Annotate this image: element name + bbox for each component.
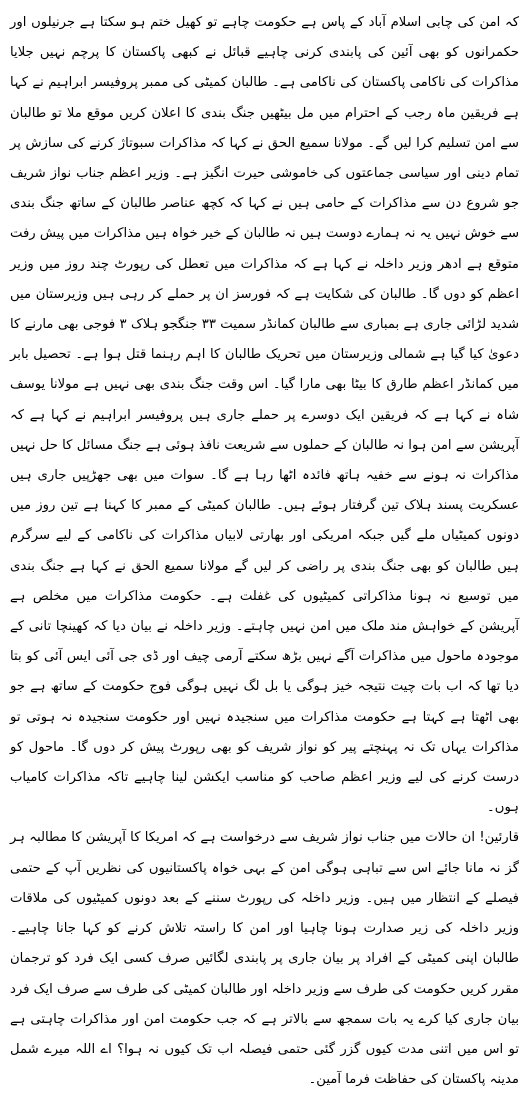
article-paragraph-2: قارئین! ان حالات میں جناب نواز شریف سے درخواست ہے کہ امریکا کا آپریشن کا مطالبہ ہر گز نہ مانا جائے اس سے تباہی ہوگی امن کے بہی خواہ پاکستانیوں کی نظریں آپ کے حتمی فیصلے کے انتظار میں ہیں۔ وزیر داخلہ کی رپورٹ سننے کے بعد دونوں کمیٹیوں کی ملاقات وزیر داخلہ کی زیر صدارت ہونا چاہیا اور امن کا راستہ تلاش کرنے کو کہا جانا چاہیے۔ طالبان اپنی کمیٹی کے افراد پر بیان جاری پر پابندی لگائیں صرف کسی ایک فرد کو ترجمان مقرر کریں حکومت کی طرف سے وزیر داخلہ اور طالبان کمیٹی کی طرف سے صرف ایک فرد بیان جاری کیا کرے یہ بات سمجھ سے بالاتر ہے کہ جب حکومت امن اور مذاکرات چاہتی ہے تو اس میں اتنی مدت کیوں گزر گئی حتمی فیصلہ اب تک کیوں نہ ہوا؟ اے اللہ میرے شمل مدینہ پاکستان کی حفاظت فرما آمین۔ (10, 830, 519, 1088)
article-paragraph-1: کہ امن کی چابی اسلام آباد کے پاس ہے حکومت چاہے تو کھیل ختم ہو سکتا ہے جرنیلوں اور حکمرانوں کو بھی آئین کی پابندی کرنی چاہیے قبائل نے کبھی پاکستان کا پرچم نہیں جلایا مذاکرات کی ناکامی پاکستان کی ناکامی ہے۔ طالبان کمیٹی کی ممبر پروفیسر ابراہیم نے کہا ہے فریقین ماہ رجب کے احترام میں مل بیٹھیں جنگ بندی کا اعلان کریں موقع ملا تو طالبان سے امن تسلیم کرا لیں گے۔ مولانا سمیع الحق نے کہا کہ مذاکرات سبوتاژ کرنے کی سازش پر تمام دینی اور سیاسی جماعتوں کی خاموشی حیرت انگیز ہے۔ وزیر اعظم جناب نواز شریف جو شروع دن سے مذاکرات کے حامی ہیں نے کہا کہ کچھ عناصر طالبان کے ساتھ جنگ بندی سے خوش نہیں یہ نہ ہمارے دوست ہیں نہ طالبان کے خیر خواہ ہیں مذاکرات میں پیش رفت متوقع ہے ادھر وزیر داخلہ نے کہا ہے کہ مذاکرات میں تعطل کی رپورٹ چند روز میں وزیر اعظم کو دوں گا۔ طالبان کی شکایت ہے کہ فورسز ان پر حملے کر رہی ہیں وزیرستان میں شدید لڑائی جاری ہے بمباری سے طالبان کمانڈر سمیت ۳۳ جنگجو ہلاک ۳ فوجی بھی مارنے کا دعویٰ کیا گیا ہے شمالی وزیرستان میں تحریک طالبان کا اہم رہنما قتل ہوا ہے۔ تحصیل بابر میں کمانڈر اعظم طارق کا بیٹا بھی مارا گیا۔ اس وقت جنگ بندی بھی نہیں ہے مولانا یوسف شاہ نے کہا ہے کہ فریقین ایک دوسرے پر حملے جاری ہیں پروفیسر ابراہیم نے کہا ہے کہ آپریشن سے امن ہوا نہ طالبان کے حملوں سے شریعت نافذ ہوئی ہے جنگ مسائل کا حل نہیں مذاکرات نہ ہونے سے خفیہ ہاتھ فائدہ اٹھا رہا ہے گا۔ سوات میں بھی جھڑپیں جاری ہیں عسکریت پسند ہلاک تین گرفتار ہوئے ہیں۔ طالبان کمیٹی کے ممبر کا کہنا ہے تین روز میں دونوں کمیٹیاں ملے گیں جبکہ امریکی اور بھارتی لابیاں مذاکرات کی ناکامی کے لیے سرگرم ہیں طالبان کو بھی جنگ بندی پر راضی کر لیں گے مولانا سمیع الحق نے کہا ہے جنگ بندی میں توسیع نہ ہونا مذاکراتی کمیٹیوں کی غفلت ہے۔ حکومت مذاکرات میں مخلص ہے آپریشن کے خواہش مند ملک میں امن نہیں چاہتے۔ وزیر داخلہ نے بیان دیا کہ کھینچا تانی کے موجودہ ماحول میں مذاکرات آگے نہیں بڑھ سکتے آرمی چیف اور ڈی جی آئی ایس آئی کو بتا دیا تھا کہ اب بات چیت نتیجہ خیز ہوگی یا بل لگ نہیں ہوگی فوج حکومت کے ساتھ ہے جو بھی اٹھتا ہے کہتا ہے حکومت مذاکرات میں سنجیدہ نہیں اور حکومت سنجیدہ نہ ہوتی تو مذاکرات یہاں تک نہ پہنچتے پیر کو نواز شریف کو بھی رپورٹ پیش کر دوں گا۔ ماحول کو درست کرنے کی لیے وزیر اعظم صاحب کو مناسب ایکشن لینا چاہیے تاکہ مذاکرات کامیاب ہوں۔ (10, 15, 519, 816)
